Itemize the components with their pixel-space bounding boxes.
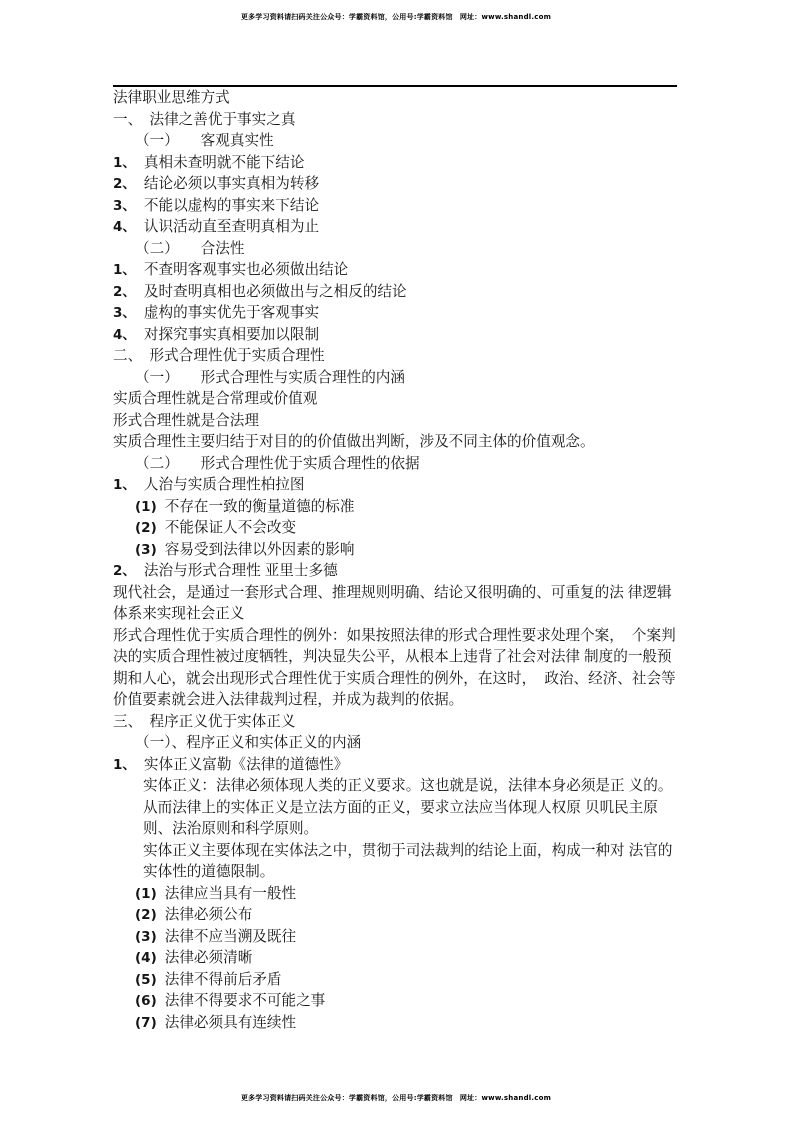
doc-line: [113, 690, 689, 712]
doc-line: [113, 561, 689, 583]
doc-line: [113, 153, 689, 175]
line-text: 法治与形式合理性 亚里士多德: [143, 563, 338, 579]
doc-line: [113, 346, 689, 368]
line-marker: 4、: [113, 219, 136, 235]
line-text: 形式合理性优于实质合理性的例外：如果按照法律的形式合理性要求处理个案， 个案判: [113, 627, 676, 644]
line-text: 法律不得要求不可能之事: [164, 993, 326, 1009]
line-text: （一）、程序正义和实体正义的内涵: [135, 735, 362, 751]
line-text: 实体性的道德限制。: [143, 864, 275, 880]
line-marker: 1、: [113, 154, 136, 171]
line-text: 虚构的事实优先于客观事实: [143, 305, 320, 321]
line-text: 实体正义：法律必须体现人类的正义要求。这也就是说，法律本身必须是正 义的。: [143, 778, 673, 794]
line-marker: (4): [135, 950, 157, 966]
line-text: 法律必须具有连续性: [164, 1014, 297, 1031]
line-marker: 4、: [113, 326, 136, 343]
line-text: 体系来实现社会正义: [113, 606, 245, 622]
doc-line: [113, 948, 689, 970]
line-marker: 3、: [113, 197, 136, 214]
line-text: （一） 形式合理性与实质合理性的内涵: [135, 369, 405, 386]
line-marker: 2、: [113, 563, 136, 579]
line-text: 及时查明真相也必须做出与之相反的结论: [143, 283, 407, 300]
doc-line: [113, 110, 689, 132]
doc-line: [113, 325, 689, 347]
line-text: 一、 法律之善优于事实之真: [113, 111, 296, 128]
doc-line: [113, 540, 689, 562]
doc-line: [113, 647, 689, 669]
line-text: 法律必须公布: [164, 907, 253, 923]
doc-line: [113, 819, 689, 841]
line-marker: (3): [135, 541, 157, 558]
footer-watermark: 更多学习资料请扫码关注公众号：学霸资料馆，公用号:学霸资料馆 网址：www.shandl.com: [240, 1094, 552, 1102]
doc-line: [113, 776, 689, 798]
doc-line: [113, 927, 689, 949]
line-text: 不查明客观事实也必须做出结论: [143, 262, 349, 278]
doc-line: [113, 755, 689, 777]
line-text: 认识活动直至查明真相为止: [143, 219, 320, 235]
line-text: （一） 客观真实性: [135, 133, 274, 149]
doc-line: [113, 131, 689, 153]
doc-line: [113, 368, 689, 390]
line-text: 法律应当具有一般性: [164, 885, 297, 902]
doc-line: [113, 389, 689, 411]
line-text: 法律职业思维方式: [113, 90, 230, 106]
line-text: 法律必须清晰: [164, 950, 253, 966]
doc-line: [113, 862, 689, 884]
doc-line: [113, 518, 689, 540]
doc-line: [113, 1013, 689, 1035]
doc-line: [113, 884, 689, 906]
line-text: 人治与实质合理性柏拉图: [143, 477, 305, 493]
line-text: 二、 形式合理性优于实质合理性: [113, 348, 325, 364]
line-text: （二） 合法性: [135, 240, 245, 257]
line-marker: 2、: [113, 176, 136, 192]
line-text: 实体正义富勒《法律的道德性》: [143, 756, 349, 773]
document-body: [113, 88, 689, 1034]
line-text: 实质合理性就是合常理或价值观: [113, 391, 318, 407]
doc-line: [113, 196, 689, 218]
line-marker: (5): [135, 971, 157, 988]
line-text: 不存在一致的衡量道德的标准: [164, 498, 355, 515]
doc-line: [113, 260, 689, 282]
doc-line: [113, 712, 689, 734]
line-marker: (6): [135, 993, 157, 1009]
line-marker: (3): [135, 928, 157, 945]
line-text: 价值要素就会进入法律裁判过程，并成为裁判的依据。: [113, 692, 464, 708]
doc-line: [113, 217, 689, 239]
line-text: 则、法治原则和科学原则。: [143, 821, 319, 837]
doc-line: [113, 626, 689, 648]
doc-line: [113, 841, 689, 863]
doc-line: [113, 411, 689, 433]
line-text: 决的实质合理性被过度牺牲，判决显失公平，从根本上违背了社会对法律 制度的一般预: [113, 649, 672, 665]
doc-line: [113, 733, 689, 755]
line-marker: 1、: [113, 262, 136, 278]
line-marker: (1): [135, 498, 157, 515]
doc-line: [113, 669, 689, 691]
line-marker: 3、: [113, 305, 136, 321]
doc-line: [113, 282, 689, 304]
line-text: 容易受到法律以外因素的影响: [164, 541, 355, 558]
doc-line: [113, 174, 689, 196]
doc-line: [113, 432, 689, 454]
line-text: 实质合理性主要归结于对目的的价值做出判断，涉及不同主体的价值观念。: [113, 434, 595, 450]
line-text: 形式合理性就是合法理: [113, 412, 259, 429]
line-text: 法律不应当溯及既往: [164, 928, 297, 945]
doc-line: [113, 303, 689, 325]
line-text: 实体正义主要体现在实体法之中，贯彻于司法裁判的结论上面，构成一种对 法官的: [143, 842, 673, 859]
line-text: 现代社会，是通过一套形式合理、推理规则明确、结论又很明确的、可重复的法 律逻辑: [113, 584, 672, 601]
line-text: 三、 程序正义优于实体正义: [113, 713, 296, 730]
doc-line: [113, 239, 689, 261]
doc-line: [113, 604, 689, 626]
line-text: 结论必须以事实真相为转移: [143, 176, 320, 192]
doc-line: [113, 991, 689, 1013]
line-marker: (7): [135, 1014, 157, 1031]
doc-line: [113, 798, 689, 820]
doc-line: [113, 497, 689, 519]
line-text: 对探究事实真相要加以限制: [143, 326, 320, 343]
line-text: 真相未查明就不能下结论: [143, 154, 305, 171]
line-marker: 1、: [113, 477, 136, 493]
line-marker: (1): [135, 885, 157, 902]
doc-line: [113, 454, 689, 476]
line-text: 从而法律上的实体正义是立法方面的正义，要求立法应当体现人权原 贝叽民主原: [143, 799, 658, 816]
line-text: 不能保证人不会改变: [164, 520, 297, 536]
top-divider-line: [113, 85, 677, 87]
line-text: 期和人心，就会出现形式合理性优于实质合理性的例外，在这时， 政治、经济、社会等: [113, 670, 676, 687]
doc-line: [113, 583, 689, 605]
line-marker: (2): [135, 520, 157, 536]
line-text: （二） 形式合理性优于实质合理性的依据: [135, 455, 420, 472]
doc-line: [113, 970, 689, 992]
line-marker: 2、: [113, 283, 136, 300]
line-marker: (2): [135, 907, 157, 923]
doc-line: [113, 905, 689, 927]
doc-line: [113, 475, 689, 497]
line-text: 法律不得前后矛盾: [164, 971, 282, 988]
document-title: [113, 88, 689, 110]
line-marker: 1、: [113, 756, 136, 773]
header-watermark: 更多学习资料请扫码关注公众号：学霸资料馆，公用号:学霸资料馆 网址：www.shandl.com: [240, 13, 552, 21]
line-text: 不能以虚构的事实来下结论: [143, 197, 320, 214]
